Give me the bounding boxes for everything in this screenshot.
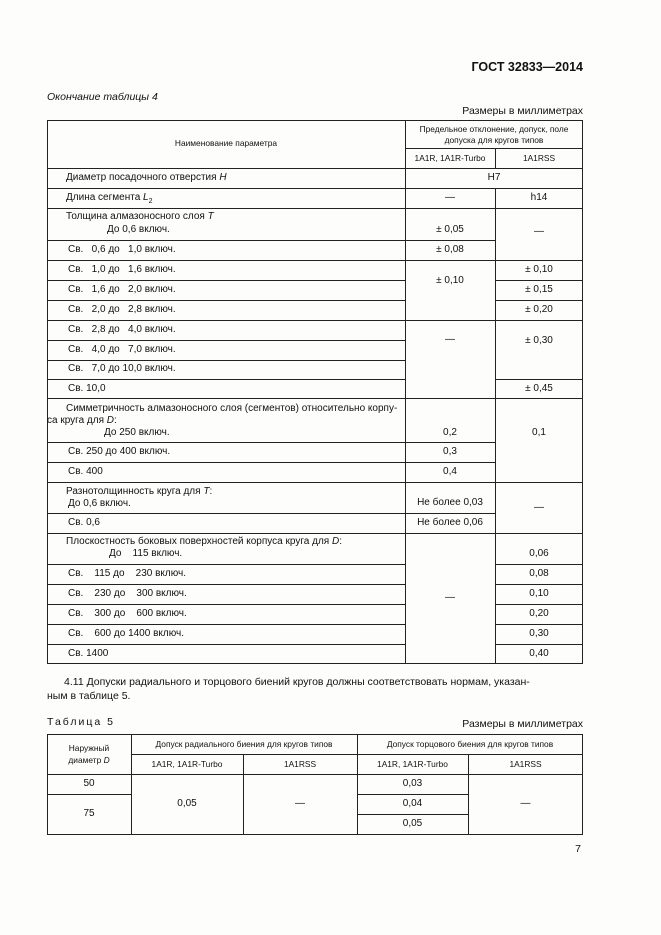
document-header: ГОСТ 32833—2014 — [471, 60, 583, 74]
table5-radial-ss: — — [295, 798, 305, 809]
table5-head-d-line1: Наружный — [68, 743, 110, 753]
table5-sub3: 1A1R, 1A1R-Turbo — [377, 759, 448, 769]
table5-d75: 75 — [83, 808, 95, 819]
value-a: 0,4 — [443, 466, 457, 477]
value-a: ± 0,10 — [436, 275, 464, 286]
table5-sub1: 1A1R, 1A1R-Turbo — [151, 759, 223, 769]
value-b: ± 0,30 — [525, 335, 553, 346]
table4-head-param: Наименование параметра — [174, 138, 278, 148]
h7-value: H7 — [487, 172, 501, 183]
value-a: — — [445, 192, 455, 203]
table5-head-d-line2: диаметр D — [68, 755, 110, 765]
value-b: 0,06 — [529, 548, 549, 559]
paragraph-line2: ным в таблице 5. — [47, 690, 131, 702]
row-label-sub: До 0,6 включ. — [68, 498, 131, 509]
row-label: Разнотолщинность круга для T: — [66, 486, 213, 497]
value-b: ± 0,15 — [525, 284, 553, 295]
value-b: — — [534, 502, 544, 513]
table4-caption: Окончание таблицы 4 — [47, 91, 158, 103]
table4-head-col2: 1A1RSS — [522, 153, 556, 163]
value-a: 0,3 — [443, 446, 457, 457]
row-label: Плоскостность боковых поверхностей корпуса круга для D: — [66, 536, 342, 547]
row-label: Св. 7,0 до 10,0 включ. — [68, 363, 176, 374]
value-b: 0,10 — [529, 588, 549, 599]
value-a: ± 0,08 — [436, 244, 464, 255]
value-b: ± 0,20 — [525, 304, 553, 315]
page-number: 7 — [575, 843, 581, 855]
table5-radial-value: 0,05 — [177, 798, 197, 809]
row-label: Св. 0,6 до 1,0 включ. — [68, 244, 176, 255]
value-a: Не более 0,06 — [417, 517, 483, 528]
row-label-sub: До 250 включ. — [104, 427, 170, 438]
table5-title: Таблица 5 — [47, 716, 115, 728]
table5-axial-3: 0,05 — [402, 818, 423, 829]
value-a: Не более 0,03 — [417, 497, 483, 508]
table5-sub4: 1A1RSS — [509, 759, 542, 769]
table5-axial-1: 0,03 — [402, 778, 423, 789]
value-a: — — [445, 592, 455, 603]
value-b: 0,30 — [529, 628, 549, 639]
value-a: ± 0,05 — [436, 224, 464, 235]
value-b: ± 0,45 — [525, 383, 553, 394]
row-label: Св. 4,0 до 7,0 включ. — [68, 344, 176, 355]
row-label: Диаметр посадочного отверстия H — [66, 172, 227, 183]
row-label: Св. 250 до 400 включ. — [68, 446, 171, 457]
row-label-cont: са круга для D: — [47, 415, 117, 426]
value-b: 0,20 — [529, 608, 549, 619]
row-label: Св. 2,0 до 2,8 включ. — [68, 304, 176, 315]
table5-sub2: 1A1RSS — [283, 759, 317, 769]
row-label: Св. 1,6 до 2,0 включ. — [68, 284, 176, 295]
row-label: Симметричность алмазоносного слоя (сегментов) относительно корпу- — [66, 403, 398, 414]
row-label: Св. 230 до 300 включ. — [68, 588, 187, 599]
table5-axial-2: 0,04 — [402, 798, 423, 809]
row-label: Св. 10,0 — [68, 383, 106, 394]
row-label: Св. 0,6 — [68, 517, 100, 528]
table5-head-radial: Допуск радиального биения для кругов типов — [155, 739, 333, 749]
row-label: Св. 1,0 до 1,6 включ. — [68, 264, 176, 275]
table5-axial-ss: — — [520, 798, 531, 809]
paragraph-line1: 4.11 Допуски радиального и торцового биений кругов должны соответствовать нормам, указан- — [64, 676, 530, 688]
row-label: Св. 115 до 230 включ. — [68, 568, 187, 579]
row-label: Св. 1400 — [68, 648, 109, 659]
table5-head-axial: Допуск торцового биения для кругов типов — [386, 739, 554, 749]
row-label-sub: До 115 включ. — [109, 548, 183, 559]
value-b: ± 0,10 — [525, 264, 553, 275]
table4-head-dev-line2: допуска для кругов типов — [444, 135, 544, 145]
table4-head-col1: 1A1R, 1A1R-Turbo — [414, 153, 486, 163]
row-label: Св. 400 — [68, 466, 103, 477]
row-label: Длина сегмента $L_2$ — [66, 192, 153, 205]
row-label: Св. 300 до 600 включ. — [68, 608, 187, 619]
row-label: Св. 2,8 до 4,0 включ. — [68, 324, 176, 335]
value-a: — — [445, 334, 455, 345]
value-b: — — [534, 226, 544, 237]
table5-units: Размеры в миллиметрах — [462, 718, 583, 730]
table4-head-dev-line1: Предельное отклонение, допуск, поле — [419, 124, 569, 134]
table4-units: Размеры в миллиметрах — [462, 105, 583, 117]
value-b: 0,08 — [529, 568, 549, 579]
row-label: Св. 600 до 1400 включ. — [68, 628, 184, 639]
value-a: 0,2 — [443, 427, 457, 438]
row-label: Толщина алмазоносного слоя T — [66, 211, 214, 222]
value-b: 0,40 — [529, 648, 549, 659]
value-b: 0,1 — [532, 427, 546, 438]
table5-d50: 50 — [83, 778, 95, 789]
value-b: h14 — [530, 192, 548, 203]
row-label-sub: До 0,6 включ. — [107, 224, 170, 235]
